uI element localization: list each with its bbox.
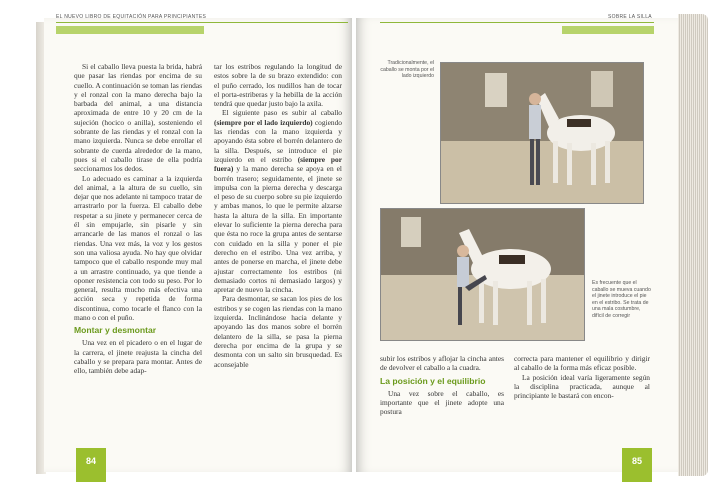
- left-header-rule: [56, 22, 348, 23]
- paragraph: Lo adecuado es caminar a la izquierda del animal, a la altura de su cuello, sin dejar que nos adelante ni tampoco tratar de arrastrarlo por la fuerza. El caballo debe respetar a su jinete y permanecer cerca de él sin empujarle, sin pisarle y sin arrancarle de las manos el ronzal o las riendas. Una vez más, la voz y los gestos son una valiosa ayuda. No hay que olvidar tampoco que el caballo responde muy mal a un arrastre continuado, ya que tiende a oponer resistencia con todo su peso. Por lo general, resulta mucho más efectiva una acción seca y repetida de forma discontinua, como tocarle el flanco con la mano o con el puño.: [74, 173, 202, 323]
- horse-photo-icon: [381, 209, 585, 341]
- right-column-1: [380, 354, 504, 416]
- paragraph: El siguiente paso es subir al caballo (siempre por el lado izquierdo) cogiendo las riendas con la mano izquierda y apoyando ésta sobre el borrén delantero de la silla. Después, se introduce el pie izquierdo en el estribo (siempre por fuera) y la mano derecha se apoya en el borrén trasero; seguidamente, el jinete se impulsa con la pierna derecha y descarga el peso de su cuerpo sobre su pie izquierdo y ambas manos, lo que le permite alzarse hasta la altura de la silla. En importante elevar lo suficiente la pierna derecha para que ésta no roce la grupa antes de sentarse con cuidado en la silla y poner el pie derecho en el estribo. Una vez arriba, y antes de ponerse en marcha, el jinete debe ajustar correctamente los estribos (ni demasiado cortos ni demasiado largos) y apretar de nuevo la cincha.: [214, 108, 342, 295]
- left-running-head: EL NUEVO LIBRO DE EQUITACIÓN PARA PRINCIPIANTES: [56, 14, 207, 20]
- paragraph: Para desmontar, se sacan los pies de los estribos y se cogen las riendas con la mano izquierda. Inclinándose hacia delante y apoyando las dos manos sobre el borrén delantero de la silla, se pasa la pierna derecha por encima de la grupa y se desmonta con un salto sin brusquedad. Es aconsejable: [214, 294, 342, 369]
- left-column-1: [74, 62, 202, 376]
- page-edges: [678, 14, 708, 476]
- left-page-number: 84: [76, 448, 106, 482]
- section-heading-montar: Montar y desmontar: [74, 325, 157, 336]
- paragraph: Una vez en el picadero o en el lugar de la carrera, el jinete reajusta la cincha del caballo y se prepara para montar. Antes de ello, también debe adap-: [74, 338, 202, 376]
- paragraph: Una vez sobre el caballo, es importante que el jinete adopte una postura: [380, 388, 504, 417]
- left-header-accent: [56, 26, 204, 34]
- left-column-2: [214, 62, 342, 369]
- right-column-2: [514, 354, 650, 400]
- emphasis: (siempre por el lado izquierdo): [214, 117, 313, 127]
- emphasis: (siempre por fuera): [214, 154, 342, 174]
- paragraph: La posición ideal varía ligeramente según la disciplina practicada, aunque al principiante le bastará con encon-: [514, 372, 650, 401]
- photo-rider-mounting-grey-horse: [440, 62, 644, 204]
- paragraph: subir los estribos y aflojar la cincha antes de devolver el caballo a la cuadra.: [380, 354, 504, 373]
- paragraph: Si el caballo lleva puesta la brida, habrá que pasar las riendas por encima de su cuello. A continuación se toman las riendas y el ronzal con la mano derecha bajo la barbada del animal, a una distancia aproximada de entre 10 y 20 cm de la sujeción (hocico o anilla), sosteniendo el sobrante de las riendas y el ronzal con la mano izquierda. Nunca se debe enrollar el sobrante de cuerda alrededor de la mano, pues si el caballo tirase de ella podría seccionarnos los dedos.: [74, 62, 202, 174]
- horse-photo-icon: [441, 63, 644, 204]
- right-running-head: SOBRE LA SILLA: [608, 14, 652, 20]
- photo-rider-foot-in-stirrup: [380, 208, 585, 341]
- right-header-rule: [380, 22, 654, 23]
- paragraph: correcta para mantener el equilibrio y dirigir al caballo de la forma más eficaz posible.: [514, 354, 650, 373]
- paragraph: tar los estribos regulando la longitud de estos sobre la de su brazo extendido: con el puño cerrado, los nudillos han de tocar el porta-estriberas y la hebilla de la acción tendrá que quedar justo bajo la axila.: [214, 62, 342, 109]
- caption-bottom: Es frecuente que el caballo se mueva cuando el jinete introduce el pie en el estribo. Se trata de una mala costumbre, difícil de corregir: [592, 280, 651, 319]
- section-heading-posicion: La posición y el equilibrio: [380, 375, 486, 386]
- right-page-number: 85: [622, 448, 652, 482]
- caption-top: Tradicionalmente, el caballo se monta por el lado izquierdo: [380, 60, 434, 80]
- right-header-accent: [562, 26, 654, 34]
